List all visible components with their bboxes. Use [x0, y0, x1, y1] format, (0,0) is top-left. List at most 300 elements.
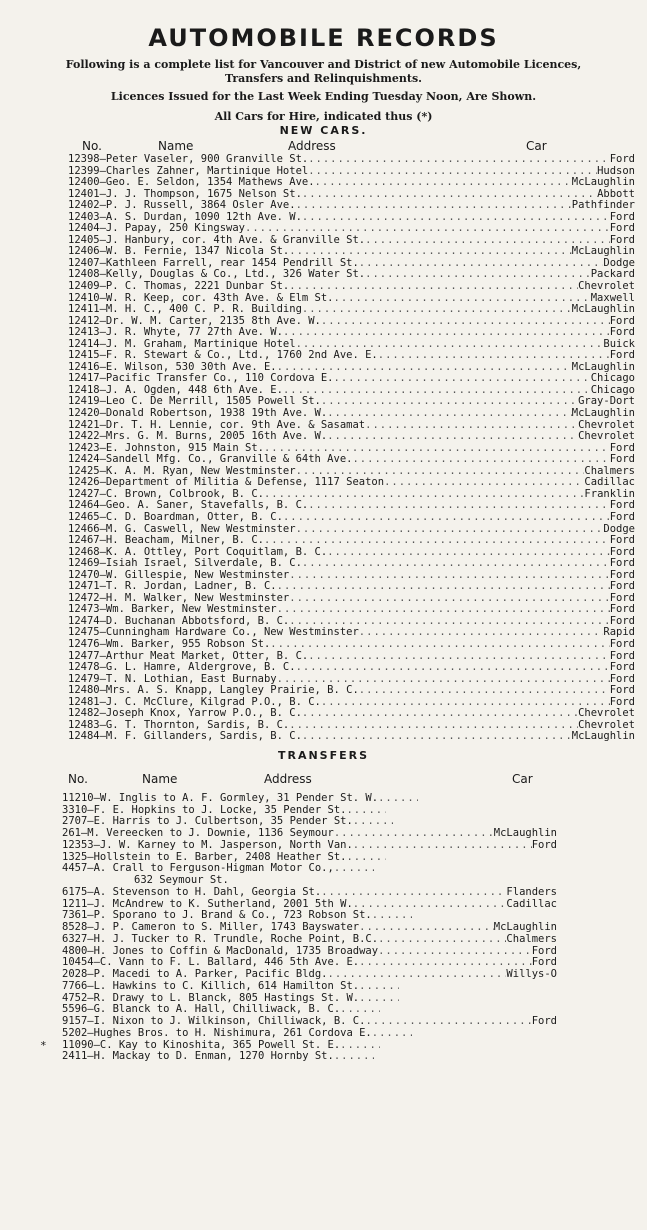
- car-make: Flanders: [506, 886, 557, 898]
- record-entry: 261—M. Vereecken to J. Downie, 1136 Seymour: [62, 828, 334, 840]
- record-row: [6, 200, 641, 212]
- record-entry: 12419—Leo C. De Merrill, 1505 Powell St.: [68, 396, 321, 408]
- leader-dots: [372, 1028, 412, 1040]
- record-row: [6, 477, 641, 489]
- record-row: [6, 269, 641, 281]
- record-entry: 12404—J. Papay, 250 Kingsway: [68, 223, 246, 235]
- record-row: [6, 616, 641, 628]
- record-row: [6, 454, 641, 466]
- leader-dots: [283, 327, 610, 339]
- leader-dots: [283, 512, 610, 524]
- leader-dots: [277, 604, 610, 616]
- car-make: Chevrolet: [578, 708, 635, 720]
- record-row: [6, 934, 641, 946]
- record-row: [6, 981, 641, 993]
- record-row: [6, 431, 641, 443]
- record-entry: 12401—J. J. Thompson, 1675 Nelson St.: [68, 188, 302, 200]
- record-entry: 12416—E. Wilson, 530 30th Ave. E.: [68, 361, 277, 373]
- record-entry: 6175—A. Stevenson to H. Dahl, Georgia St.: [62, 886, 322, 898]
- leader-dots: [302, 558, 610, 570]
- car-make: Ford: [609, 454, 635, 466]
- record-row: [6, 396, 641, 408]
- record-entry: 12474—D. Buchanan Abbotsford, B. C.: [68, 615, 290, 627]
- record-row: [6, 899, 641, 911]
- record-entry: 12422—Mrs. G. M. Burns, 2005 16th Ave. W.: [68, 431, 328, 443]
- car-make: Ford: [609, 673, 635, 685]
- leader-dots: [289, 593, 609, 605]
- leader-dots: [302, 731, 572, 743]
- record-entry: 12469—Isiah Israel, Silverdale, B. C.: [68, 558, 302, 570]
- record-entry: 4457—A. Crall to Ferguson-Higman Motor Co.,: [62, 863, 334, 875]
- record-row: [6, 304, 641, 316]
- record-entry: 1211—J. McAndrew to K. Sutherland, 2001 5th W.: [62, 898, 353, 910]
- record-entry: 12472—H. M. Walker, New Westminster: [68, 592, 290, 604]
- leader-dots: [352, 454, 609, 466]
- car-make: Ford: [609, 604, 635, 616]
- record-row: [6, 500, 641, 512]
- car-make: McLaughlin: [571, 731, 635, 743]
- record-entry: 2028—P. Macedi to A. Parker, Pacific Bldg.: [62, 969, 328, 981]
- car-make: Ford: [609, 511, 635, 523]
- record-row: [6, 327, 641, 339]
- record-row: [6, 946, 641, 958]
- car-make: Ford: [609, 535, 635, 547]
- col-no: No.: [82, 139, 102, 153]
- record-entry: 12405—J. Hanbury, cor. 4th Ave. & Granville St.: [68, 234, 366, 246]
- car-make: Ford: [609, 650, 635, 662]
- record-row: [6, 443, 641, 455]
- intro-text: Following is a complete list for Vancouver and District of new Automobile Licences, Transfers and Relinquishments.: [65, 58, 582, 85]
- record-row: [6, 910, 641, 922]
- record-entry: 12415—F. R. Stewart & Co., Ltd., 1760 2nd Ave. E.: [68, 350, 378, 362]
- leader-dots: [353, 899, 507, 911]
- col-car: Car: [526, 139, 547, 153]
- record-row: [6, 840, 641, 852]
- car-make: McLaughlin: [493, 828, 557, 840]
- licences-note: Licences Issued for the Last Week Ending Tuesday Noon, Are Shown.: [110, 90, 537, 103]
- record-entry: 8528—J. P. Cameron to S. Miller, 1743 Bayswater: [62, 922, 360, 934]
- leader-dots: [308, 154, 609, 166]
- car-make: Ford: [609, 350, 635, 362]
- car-make: Ford: [609, 327, 635, 339]
- leader-dots: [365, 269, 591, 281]
- leader-dots: [378, 946, 532, 958]
- record-row: [6, 1028, 641, 1040]
- record-row: [6, 362, 641, 374]
- record-entry: 12402—P. J. Russell, 3864 Osler Ave.: [68, 200, 296, 212]
- leader-dots: [353, 840, 532, 852]
- leader-dots: [327, 431, 578, 443]
- record-entry: 12479—T. N. Lothian, East Burnaby: [68, 673, 277, 685]
- leader-dots: [340, 1040, 380, 1052]
- record-row: [6, 258, 641, 270]
- record-row: [6, 535, 641, 547]
- leader-dots: [321, 316, 610, 328]
- record-entry: 12424—Sandell Mfg. Co., Granville & 64th Ave.: [68, 454, 353, 466]
- record-row: [6, 385, 641, 397]
- leader-dots: [327, 408, 572, 420]
- leader-dots: [321, 396, 578, 408]
- record-entry: 12481—J. C. McClure, Kilgrad P.O., B. C.: [68, 696, 321, 708]
- record-entry: 12403—A. S. Durdan, 1090 12th Ave. W.: [68, 211, 302, 223]
- car-make: Chevrolet: [578, 719, 635, 731]
- car-make: Ford: [609, 234, 635, 246]
- record-row: [6, 189, 641, 201]
- transfers-column-header: [6, 771, 641, 787]
- leader-dots: [296, 339, 604, 351]
- record-entry: 632 Seymour St.: [134, 875, 229, 887]
- leader-dots: [372, 910, 412, 922]
- leader-dots: [321, 887, 506, 899]
- car-make: Ford: [609, 685, 635, 697]
- car-make: Ford: [609, 581, 635, 593]
- car-make: Chicago: [590, 384, 635, 396]
- leader-dots: [302, 212, 610, 224]
- record-row: [6, 246, 641, 258]
- hire-star-mark: *: [40, 1039, 47, 1052]
- record-entry: 12410—W. R. Keep, cor. 43th Ave. & Elm St.: [68, 292, 334, 304]
- record-entry: 4800—H. Jones to Coffin & MacDonald, 1735 Broadway: [62, 945, 379, 957]
- record-entry: 12483—G. T. Thornton, Sardis, B. C.: [68, 719, 290, 731]
- record-row: [6, 662, 641, 674]
- record-entry: 12484—M. F. Gillanders, Sardis, B. C.: [68, 731, 302, 743]
- record-entry: 5596—G. Blanck to A. Hall, Chilliwack, B. C.: [62, 1004, 341, 1016]
- leader-dots: [308, 166, 597, 178]
- record-entry: 12353—J. W. Karney to M. Jasperson, North Van.: [62, 839, 353, 851]
- car-make: Cadillac: [584, 477, 635, 489]
- leader-dots: [378, 350, 610, 362]
- record-row: [6, 627, 641, 639]
- record-entry: 12482—Joseph Knox, Yarrow P.O., B. C.: [68, 708, 302, 720]
- car-make: Ford: [609, 223, 635, 235]
- record-entry: 12398—Peter Vaseler, 900 Granville St.: [68, 154, 309, 165]
- leader-dots: [346, 805, 386, 817]
- leader-dots: [296, 200, 572, 212]
- car-make: Abbott: [597, 188, 635, 200]
- car-make: Ford: [609, 211, 635, 223]
- leader-dots: [315, 177, 572, 189]
- car-make: Ford: [531, 839, 557, 851]
- car-make: Ford: [609, 662, 635, 674]
- record-row: [6, 720, 641, 732]
- car-make: Franklin: [584, 488, 635, 500]
- leader-dots: [277, 362, 572, 374]
- record-entry: 12421—Dr. T. H. Lennie, cor. 9th Ave. & Sasamat: [68, 419, 366, 431]
- record-entry: 3310—F. E. Hopkins to J. Locke, 35 Pender St.: [62, 804, 347, 816]
- record-row: [6, 177, 641, 189]
- record-entry: 11090—C. Kay to Kinoshita, 365 Powell St. E.: [62, 1039, 341, 1051]
- car-make: Ford: [609, 592, 635, 604]
- car-make: McLaughlin: [571, 246, 635, 258]
- record-row: [6, 957, 641, 969]
- record-entry: 12464—Geo. A. Saner, Stavefalls, B. C.: [68, 500, 309, 512]
- record-row: [6, 408, 641, 420]
- record-row: [6, 816, 641, 828]
- new-cars-column-header: [6, 138, 641, 154]
- leader-dots: [302, 189, 597, 201]
- leader-dots: [277, 674, 610, 686]
- car-make: Chevrolet: [578, 281, 635, 293]
- leader-dots: [340, 1004, 380, 1016]
- page-title: AUTOMOBILE RECORDS: [148, 24, 499, 52]
- leader-dots: [359, 981, 399, 993]
- record-entry: 12477—Arthur Meat Market, Otter, B. C.: [68, 650, 309, 662]
- record-entry: 12427—C. Brown, Colbrook, B. C.: [68, 488, 264, 500]
- record-row: [6, 420, 641, 432]
- record-row: [6, 373, 641, 385]
- record-entry: 4752—R. Drawy to L. Blanck, 805 Hastings St. W.: [62, 992, 360, 1004]
- record-row: [6, 350, 641, 362]
- record-row: [6, 922, 641, 934]
- record-row: [6, 604, 641, 616]
- record-entry: 9157—I. Nixon to J. Wilkinson, Chilliwack, B. C.: [62, 1016, 366, 1028]
- record-row: [6, 1040, 641, 1052]
- record-entry: 6327—H. J. Tucker to R. Trundle, Roche Point, B.C.: [62, 933, 379, 945]
- leader-dots: [289, 616, 609, 628]
- col-no: No.: [68, 771, 88, 786]
- record-entry: 12406—W. B. Fernie, 1347 Nicola St.: [68, 246, 290, 258]
- car-make: Ford: [531, 945, 557, 957]
- record-row: [6, 154, 641, 166]
- transfers-heading: TRANSFERS: [277, 748, 370, 762]
- car-make: Ford: [609, 442, 635, 454]
- leader-dots: [264, 489, 584, 501]
- leader-dots: [277, 581, 610, 593]
- leader-dots: [365, 235, 610, 247]
- record-entry: 12471—T. R. Jordan, Ladner, B. C.: [68, 581, 277, 593]
- record-row: [6, 1016, 641, 1028]
- record-row: [6, 593, 641, 605]
- car-make: McLaughlin: [571, 408, 635, 420]
- car-make: Ford: [609, 546, 635, 558]
- leader-dots: [378, 793, 418, 805]
- record-row: [6, 212, 641, 224]
- leader-dots: [296, 524, 604, 536]
- leader-dots: [365, 420, 578, 432]
- col-address: Address: [264, 771, 312, 786]
- car-make: Gray-Dort: [578, 396, 635, 408]
- car-make: Ford: [609, 696, 635, 708]
- record-entry: 10454—C. Vann to F. L. Ballard, 446 5th Ave. E.: [62, 957, 360, 969]
- record-entry: 12465—C. D. Boardman, Otter, B. C.: [68, 511, 283, 523]
- car-make: Chalmers: [584, 465, 635, 477]
- car-make: Ford: [609, 558, 635, 570]
- record-row: [6, 581, 641, 593]
- record-entry: 12423—E. Johnston, 915 Main St.: [68, 442, 264, 454]
- record-entry: 12412—Dr. W. M. Carter, 2135 8th Ave. W.: [68, 315, 321, 327]
- car-make: McLaughlin: [571, 304, 635, 316]
- leader-dots: [334, 373, 591, 385]
- car-make: Maxwell: [590, 292, 635, 304]
- leader-dots: [289, 570, 609, 582]
- leader-dots: [384, 477, 584, 489]
- record-entry: 7361—P. Sporano to J. Brand & Co., 723 Robson St.: [62, 910, 372, 922]
- record-row: [6, 524, 641, 536]
- record-row: [6, 547, 641, 559]
- car-make: Chevrolet: [578, 419, 635, 431]
- leader-dots: [359, 627, 604, 639]
- leader-dots: [328, 969, 507, 981]
- leader-dots: [359, 957, 532, 969]
- record-row: [6, 281, 641, 293]
- record-row: [6, 674, 641, 686]
- record-row: [6, 793, 641, 805]
- record-row: [6, 708, 641, 720]
- leader-dots: [334, 1051, 374, 1063]
- record-row: [6, 651, 641, 663]
- record-entry: 12400—Geo. E. Seldon, 1354 Mathews Ave.: [68, 177, 315, 189]
- record-entry: 12478—G. L. Hamre, Aldergrove, B. C.: [68, 662, 296, 674]
- car-make: Dodge: [603, 257, 635, 269]
- record-entry: 12480—Mrs. A. S. Knapp, Langley Prairie, B. C.: [68, 685, 359, 697]
- record-entry: 12476—Wm. Barker, 955 Robson St.: [68, 638, 271, 650]
- car-make: McLaughlin: [493, 922, 557, 934]
- leader-dots: [308, 500, 609, 512]
- record-entry: 12475—Cunningham Hardware Co., New Westminster: [68, 627, 359, 639]
- hire-note: All Cars for Hire, indicated thus (*): [214, 110, 433, 123]
- leader-dots: [359, 993, 399, 1005]
- record-row: [6, 316, 641, 328]
- car-make: McLaughlin: [571, 177, 635, 189]
- record-row: [6, 639, 641, 651]
- record-row: [6, 223, 641, 235]
- col-name: Name: [142, 771, 178, 786]
- record-entry: 12409—P. C. Thomas, 2221 Dunbar St.: [68, 281, 290, 293]
- record-entry: 11210—W. Inglis to A. F. Gormley, 31 Pender St. W.: [62, 792, 379, 804]
- leader-dots: [334, 293, 591, 305]
- record-row: [6, 339, 641, 351]
- leader-dots: [296, 662, 610, 674]
- car-make: Chalmers: [506, 933, 557, 945]
- leader-dots: [346, 852, 386, 864]
- record-row: [6, 1004, 641, 1016]
- record-entry: 12426—Department of Militia & Defense, 1117 Seaton: [68, 477, 385, 489]
- leader-dots: [296, 466, 585, 478]
- car-make: Ford: [609, 154, 635, 165]
- col-name: Name: [158, 139, 194, 153]
- leader-dots: [289, 720, 578, 732]
- leader-dots: [378, 934, 506, 946]
- record-row: [6, 863, 641, 875]
- leader-dots: [302, 708, 578, 720]
- record-entry: 12470—W. Gillespie, New Westminster: [68, 569, 290, 581]
- record-entry: 12420—Donald Robertson, 1938 19th Ave. W.: [68, 408, 328, 420]
- record-row: [6, 558, 641, 570]
- record-entry: 12411—M. H. C., 400 C. P. R. Building: [68, 304, 302, 316]
- record-entry: 12418—J. A. Ogden, 448 6th Ave. E.: [68, 384, 283, 396]
- car-make: Ford: [531, 957, 557, 969]
- record-entry: 7766—L. Hawkins to C. Killich, 614 Hamilton St.: [62, 980, 360, 992]
- record-row: [6, 685, 641, 697]
- record-row: [6, 235, 641, 247]
- car-make: Cadillac: [506, 898, 557, 910]
- record-row: [6, 969, 641, 981]
- car-make: Chicago: [590, 373, 635, 385]
- car-make: Ford: [609, 500, 635, 512]
- record-entry: 12467—H. Beacham, Milner, B. C.: [68, 535, 264, 547]
- car-make: Ford: [531, 1016, 557, 1028]
- record-row: [6, 293, 641, 305]
- record-row: [6, 828, 641, 840]
- car-make: Chevrolet: [578, 431, 635, 443]
- leader-dots: [245, 223, 610, 235]
- leader-dots: [353, 816, 393, 828]
- leader-dots: [308, 651, 609, 663]
- car-make: Packard: [590, 269, 635, 281]
- car-make: Willys-O: [506, 969, 557, 981]
- record-row: [6, 852, 641, 864]
- leader-dots: [334, 828, 494, 840]
- record-entry: 12417—Pacific Transfer Co., 110 Cordova E.: [68, 373, 334, 385]
- record-row: [6, 512, 641, 524]
- record-row: [6, 887, 641, 899]
- record-row: [6, 805, 641, 817]
- record-row: [6, 875, 641, 887]
- leader-dots: [321, 697, 610, 709]
- record-row: [6, 731, 641, 743]
- car-make: Hudson: [597, 165, 635, 177]
- record-row: [6, 993, 641, 1005]
- car-make: Ford: [609, 569, 635, 581]
- leader-dots: [302, 304, 572, 316]
- record-row: [6, 466, 641, 478]
- leader-dots: [359, 258, 604, 270]
- col-car: Car: [512, 771, 533, 786]
- car-make: Pathfinder: [571, 200, 635, 212]
- record-entry: 2707—E. Harris to J. Culbertson, 35 Pender St.: [62, 816, 353, 828]
- record-entry: 1325—Hollstein to E. Barber, 2408 Heather St.: [62, 851, 347, 863]
- record-entry: 12399—Charles Zahner, Martinique Hotel: [68, 165, 309, 177]
- leader-dots: [334, 863, 374, 875]
- record-entry: 12468—K. A. Ottley, Port Coquitlam, B. C.: [68, 546, 328, 558]
- leader-dots: [264, 443, 610, 455]
- col-address: Address: [288, 139, 336, 153]
- record-entry: 12425—K. A. M. Ryan, New Westminster: [68, 465, 296, 477]
- car-make: Ford: [609, 638, 635, 650]
- leader-dots: [289, 281, 578, 293]
- record-row: [6, 570, 641, 582]
- car-make: Ford: [609, 315, 635, 327]
- record-row: [6, 489, 641, 501]
- leader-dots: [283, 385, 591, 397]
- leader-dots: [264, 535, 610, 547]
- car-make: Ford: [609, 615, 635, 627]
- record-entry: 12413—J. R. Whyte, 77 27th Ave. W.: [68, 327, 283, 339]
- record-row: [6, 697, 641, 709]
- leader-dots: [327, 547, 610, 559]
- car-make: Buick: [603, 338, 635, 350]
- record-row: [6, 166, 641, 178]
- leader-dots: [270, 639, 609, 651]
- car-make: Dodge: [603, 523, 635, 535]
- leader-dots: [289, 246, 572, 258]
- record-entry: 12408—Kelly, Douglas & Co., Ltd., 326 Water St.: [68, 269, 366, 281]
- record-row: [6, 1051, 641, 1063]
- record-entry: 12466—M. G. Caswell, New Westminster: [68, 523, 296, 535]
- record-entry: 12407—Kathleen Farrell, rear 1454 Pendrill St.: [68, 257, 359, 269]
- car-make: Rapid: [603, 627, 635, 639]
- record-entry: 12473—Wm. Barker, New Westminster: [68, 604, 277, 616]
- leader-dots: [359, 685, 610, 697]
- new-cars-heading: NEW CARS.: [279, 124, 368, 137]
- leader-dots: [365, 1016, 531, 1028]
- record-entry: 2411—H. Mackay to D. Enman, 1270 Hornby St.: [62, 1051, 334, 1063]
- new-cars-list: [6, 154, 641, 743]
- transfers-list: [6, 793, 641, 1063]
- record-entry: 12414—J. M. Graham, Martinique Hotel: [68, 338, 296, 350]
- record-entry: 5202—Hughes Bros. to H. Nishimura, 261 Cordova E.: [62, 1027, 372, 1039]
- leader-dots: [359, 922, 494, 934]
